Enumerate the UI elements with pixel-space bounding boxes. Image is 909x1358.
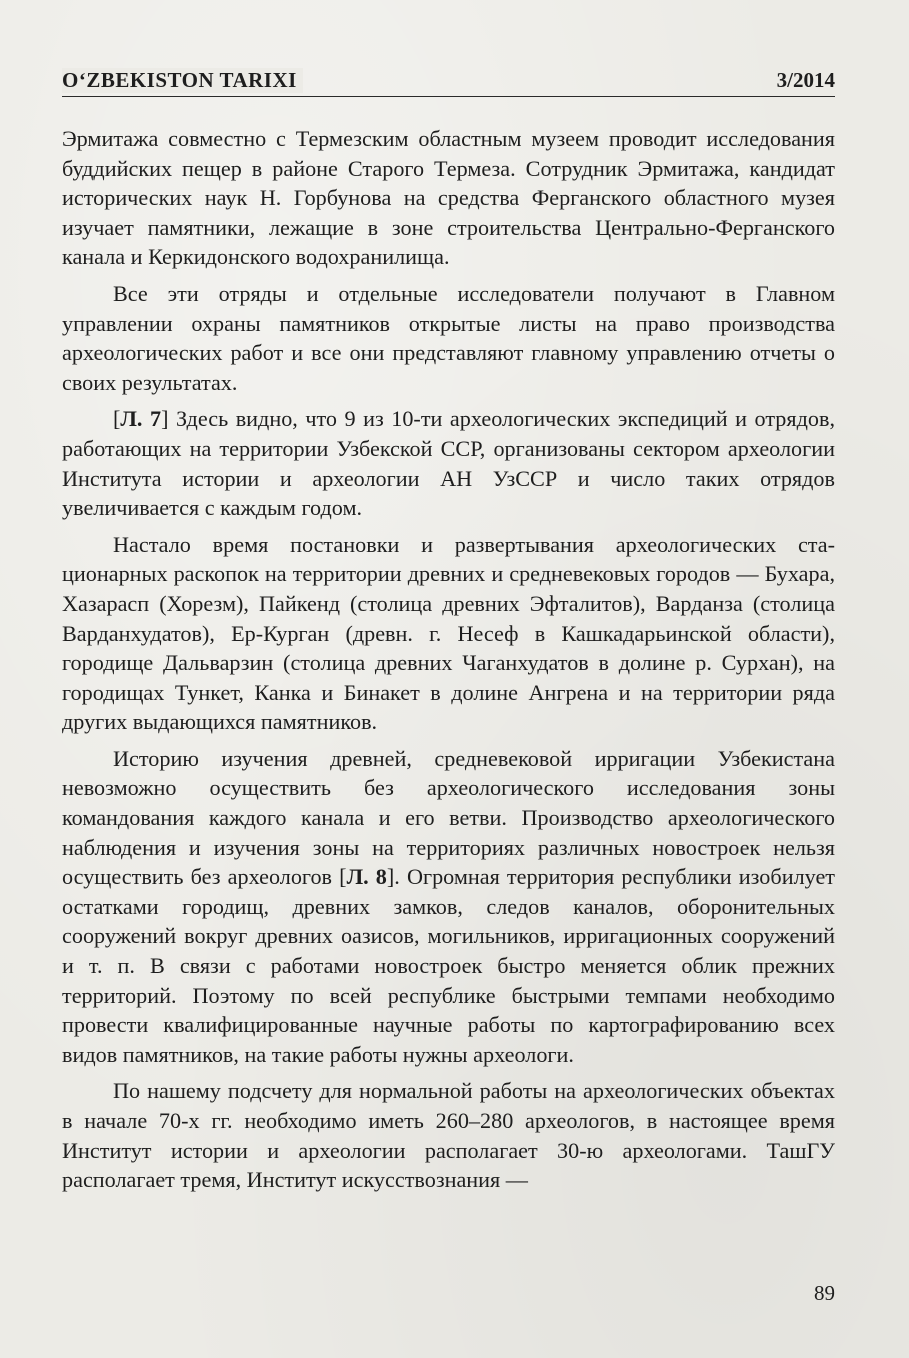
paragraph-4: Настало время постановки и развертывания археологических стационарных раскопок на территории древних и средневековых городов — Бухара, Хазарасп (Хорезм), Пайкенд (столица древних Эфталитов), Варданза (столица Варданхудатов), Ер-Курган (древн. г. Несеф в Кашкадарьинской области), городище Дальварзин (столица древних Чаганхудатов в долине р. Сурхан), на городищах Тункет, Канка и Бинакет в долине Ангрена и на территории ряда других выдающихся памятников. xyxy=(62,531,835,735)
archive-reference-label: Л. 7 xyxy=(120,406,162,432)
journal-title: O‘ZBEKISTON TARIXI xyxy=(62,68,303,93)
paragraph-3-text: Здесь видно, что 9 из 10-ти археологических экспедиций и отрядов, работающих на территории Узбекской ССР, организованы сектором археологии Института истории и археологии АН УзССР и число таких отрядов увеличивается с каждым годом. xyxy=(62,406,835,521)
paragraph-5 xyxy=(62,744,835,1070)
issue-number: 3/2014 xyxy=(771,68,835,93)
archive-reference-bracket-open: [ xyxy=(339,864,347,890)
archive-reference-bracket-open: [ xyxy=(113,406,121,432)
archive-reference-bracket-close: ] xyxy=(161,406,169,432)
paragraph-3 xyxy=(62,404,835,522)
paragraph-6: По нашему подсчету для нормальной работы на археологических объектах в начале 70-х гг. необходимо иметь 260–280 археологов, в настоящее время Институт истории и археологии располагает 30-ю археологами. ТашГУ располагает тремя, Институт искусствознания — xyxy=(62,1078,835,1193)
paragraph-1: Эрмитажа совместно с Термезским областным музеем проводит исследования буддийских пещер в районе Старого Термеза. Сотрудник Эрмитажа, кандидат исторических наук Н. Горбунова на средства Ферганского областного музея изучает памятники, лежащие в зоне строительства Центрально-Ферганского канала и Керкидонского водохранилища. xyxy=(62,126,835,270)
paragraph-5-text-after: . Огромная территория республики изобилует остатками городищ, древних замков, следов каналов, оборонительных сооружений вокруг древних оазисов, могильников, ирригационных сооружений и т. п. В связи с работами новостроек быстро меняется облик прежних территорий. Поэтому по всей республике быстрыми темпами необходимо провести квалифицированные научные работы по картографированию всех видов памятников, на такие работы нужны археологи. xyxy=(62,864,835,1067)
paragraph-2: Все эти отряды и отдельные исследователи получают в Главном управлении охраны памятников открытые листы на право производства археологических работ и все они представляют главному управлению отчеты о своих результатах. xyxy=(62,280,835,395)
running-header xyxy=(62,66,835,97)
article-body xyxy=(62,124,835,1195)
page-number: 89 xyxy=(814,1281,835,1305)
archive-reference-bracket-close: ] xyxy=(386,864,395,890)
archive-reference-label: Л. 8 xyxy=(346,864,387,890)
paragraph-5-text-before: Историю изучения древней, средневековой ирригации Узбекистана невозможно осуществить без археологического исследования зоны командования каждого канала и его ветви. Производство археологического наблюдения и изучения зоны на территориях различных новостроек нельзя осуществить без археологов xyxy=(62,745,835,890)
